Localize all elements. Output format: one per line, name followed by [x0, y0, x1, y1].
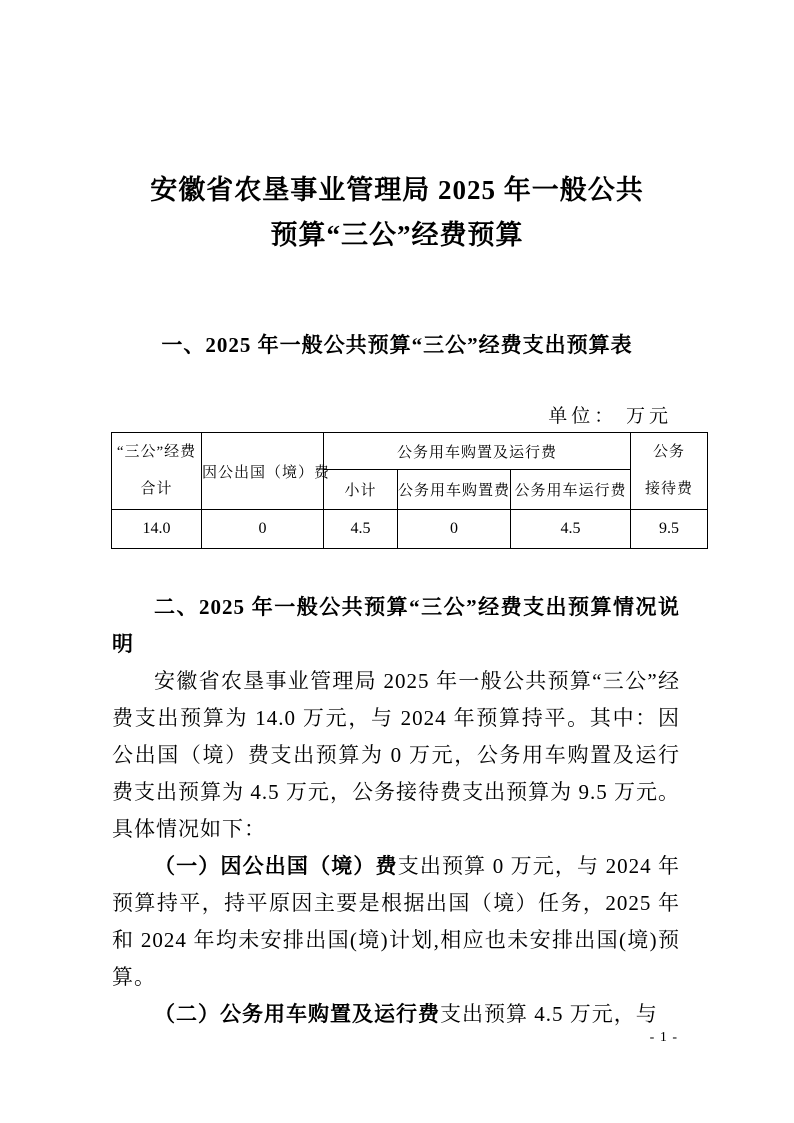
paragraph-overview: 安徽省农垦事业管理局 2025 年一般公共预算“三公”经费支出预算为 14.0 万元，与 2024 年预算持平。其中：因公出国（境）费支出预算为 0 万元，公务用车购置及运行费支出预算为 4.5 万元，公务接待费支出预算为 9.5 万元。具体情况如下：	[112, 669, 680, 841]
value-sangong-total: 14.0	[112, 510, 202, 549]
paragraph-abroad-fee	[112, 848, 680, 996]
paragraph-abroad-fee-text: 支出预算 0 万元，与 2024 年预算持平，持平原因主要是根据出国（境）任务，2025 年和 2024 年均未安排出国(境)计划,相应也未安排出国(境)预算。	[112, 854, 681, 989]
header-vehicle-group: 公务用车购置及运行费	[324, 433, 631, 470]
header-sangong-total	[112, 433, 202, 510]
document-title-line2: 预算“三公”经费预算	[270, 220, 524, 250]
page-number: - 1 -	[649, 1030, 678, 1045]
value-reception-fee: 9.5	[631, 510, 708, 549]
table-unit-label: 单位： 万元	[548, 406, 672, 427]
value-vehicle-subtotal: 4.5	[324, 510, 398, 549]
paragraph-vehicle-fee-lead: （二）公务用车购置及运行费	[154, 1002, 440, 1026]
header-reception-fee-line2: 接待费	[644, 481, 693, 497]
header-vehicle-subtotal: 小计	[324, 470, 398, 510]
value-vehicle-purchase: 0	[398, 510, 511, 549]
header-reception-fee	[631, 433, 708, 510]
table-data-row	[112, 510, 708, 549]
header-sangong-total-line1: “三公”经费	[116, 444, 197, 460]
section1-heading: 一、2025 年一般公共预算“三公”经费支出预算表	[161, 333, 633, 357]
document-title	[0, 0, 794, 258]
header-abroad-fee: 因公出国（境）费	[202, 433, 324, 510]
value-vehicle-operation: 4.5	[511, 510, 631, 549]
header-sangong-total-line2: 合计	[140, 481, 173, 497]
header-vehicle-operation: 公务用车运行费	[511, 470, 631, 510]
document-title-line1: 安徽省农垦事业管理局 2025 年一般公共	[150, 175, 644, 205]
header-reception-fee-line1: 公务	[652, 444, 685, 460]
sangong-budget-table	[111, 432, 708, 549]
header-vehicle-purchase: 公务用车购置费	[398, 470, 511, 510]
paragraph-vehicle-fee	[112, 996, 680, 1033]
section2-body	[112, 589, 680, 1033]
paragraph-abroad-fee-lead: （一）因公出国（境）费	[154, 854, 398, 878]
value-abroad-fee: 0	[202, 510, 324, 549]
section2-heading: 二、2025 年一般公共预算“三公”经费支出预算情况说明	[112, 595, 680, 656]
paragraph-vehicle-fee-text: 支出预算 4.5 万元，与	[440, 1002, 658, 1026]
